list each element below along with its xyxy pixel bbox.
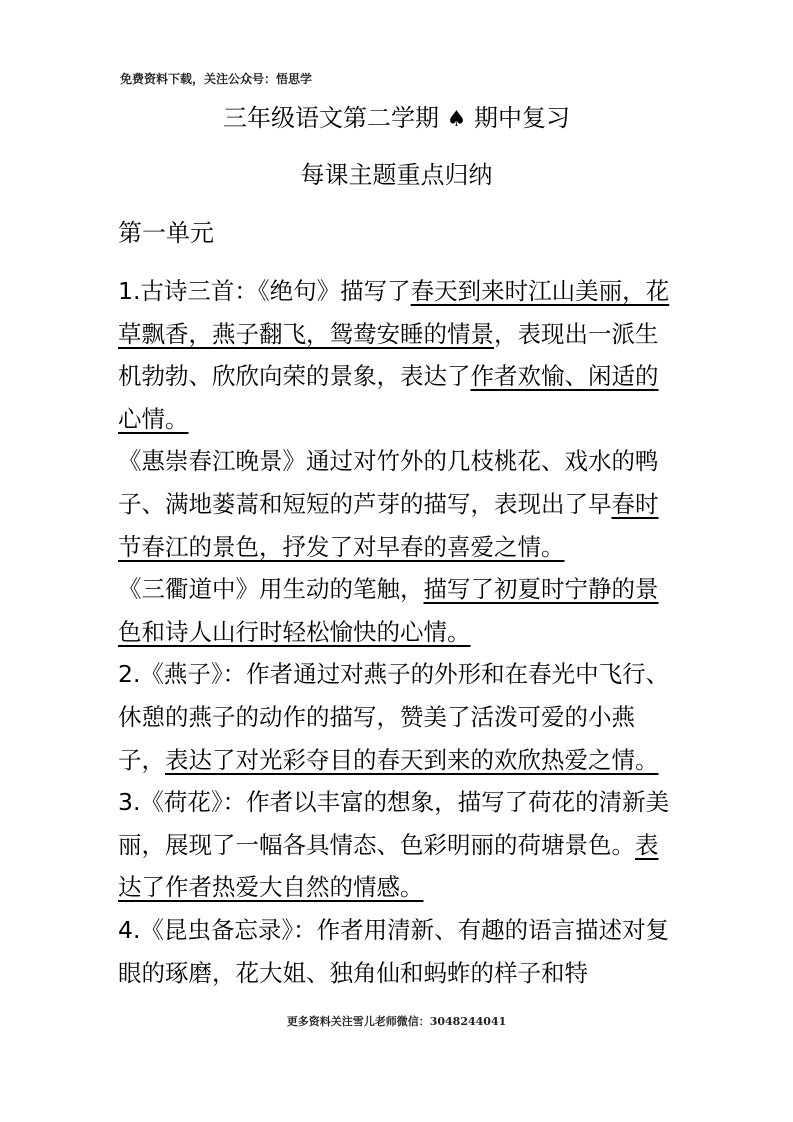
text-segment: ，表现出一派生机勃勃、欣欣向荣的景象，表达了 <box>118 319 659 391</box>
underlined-text: 描写了初夏时宁静的景色和诗人山行时轻松愉快的心情。 <box>118 575 659 646</box>
paragraph <box>118 653 678 781</box>
text-segment: 1.古诗三首：《绝句》描写了 <box>118 277 411 305</box>
text-segment: 4.《昆虫备忘录》：作者用清新、有趣的语言描述对复眼的琢磨，花大姐、独角仙和蚂蚱的样子和特 <box>118 915 670 987</box>
page-subtitle: 每课主题重点归纳 <box>300 161 493 189</box>
title-before: 三年级语文第二学期 <box>222 104 439 132</box>
text-segment: 《惠崇春江晚景》通过对竹外的几枝桃花、戏水的鸭子、满地蒌蒿和短短的芦芽的描写，表现出了早 <box>118 447 659 518</box>
text-segment: 3.《荷花》：作者以丰富的想象，描写了荷花的清新美丽，展现了一幅各具情态、色彩明丽的荷塘景色。 <box>118 788 670 859</box>
paragraph <box>118 909 678 994</box>
footer-note: 更多资料关注雪儿老师微信：3048244041 <box>286 1015 507 1028</box>
spade-icon: ♠ <box>446 107 467 132</box>
document-body <box>118 270 678 994</box>
underlined-text: 春时节春江的景色，抒发了对早春的喜爱之情。 <box>118 489 659 561</box>
underlined-text: 表达了对光彩夺目的春天到来的欢欣热爱之情。 <box>165 745 659 774</box>
text-segment: 《三衢道中》用生动的笔触， <box>118 575 424 604</box>
underlined-text: 春天到来时江山美丽，花草飘香，燕子翻飞，鸳鸯安睡的情景 <box>118 277 670 348</box>
underlined-text: 表达了作者热爱大自然的情感。 <box>118 830 659 902</box>
title-after: 期中复习 <box>474 104 570 132</box>
paragraph <box>118 568 678 653</box>
underlined-text: 作者欢愉、闲适的心情。 <box>118 362 659 433</box>
paragraph <box>118 440 678 568</box>
text-segment: 2.《燕子》：作者通过对燕子的外形和在春光中飞行、休憩的燕子的动作的描写，赞美了活泼可爱的小燕子， <box>118 660 670 774</box>
paragraph <box>118 270 678 440</box>
page-title <box>0 101 793 137</box>
paragraph <box>118 781 678 909</box>
unit-heading: 第一单元 <box>118 219 214 247</box>
header-note: 免费资料下载，关注公众号：悟思学 <box>120 72 313 86</box>
